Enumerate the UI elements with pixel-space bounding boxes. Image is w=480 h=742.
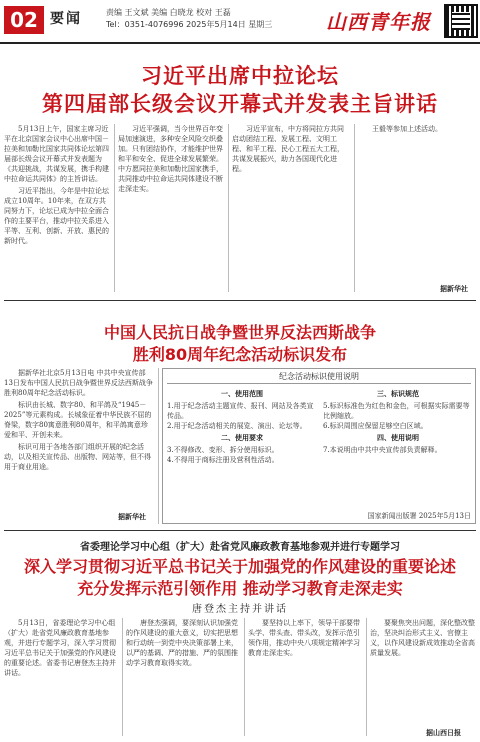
staff-line-1: 责编 王文斌 美编 白晓龙 校对 王磊 [106, 8, 231, 17]
story3-para: 要坚持以上率下，领导干部要带头学、带头查、带头改，发挥示范引领作用，推动中央八项规定精神学习教育走深走实。 [248, 619, 360, 657]
story1-para: 王毅等参加上述活动。 [372, 125, 442, 133]
story1-title-line1: 习近平出席中拉论坛 [141, 64, 339, 88]
story3-para: 唐登杰强调，要深刻认识加强党的作风建设的重大意义，切实把思想和行动统一到党中央决策部署上来，以严的基调、严的措施、严的氛围推动学习教育取得实效。 [126, 619, 238, 667]
box-col-right [323, 387, 473, 509]
story1-para: 习近平宣布，中方将同拉方共同启动团结工程、发展工程、文明工程、和平工程、民心工程五大工程，共谋发展振兴，助力各国现代化进程。 [232, 125, 344, 173]
story2-title-line2: 胜利80周年纪念活动标识发布 [132, 345, 348, 364]
box-item: 7.本说明由中共中央宣传部负责解释。 [323, 446, 442, 454]
story2-title-line1: 中国人民抗日战争暨世界反法西斯战争 [103, 323, 376, 342]
box-item: 1.用于纪念活动主题宣传、报刊、网站及各类宣传品。 [167, 402, 314, 420]
staff-info [106, 7, 272, 31]
qr-code-icon [444, 4, 478, 38]
story1-col-2 [118, 124, 224, 292]
story2-para: 标识由长城、数字80、和平鸽及“1945－2025”等元素构成。长城象征着中华民族不屈的脊梁，数字80寓意胜利80周年，和平鸽寓意珍爱和平、开创未来。 [4, 401, 152, 439]
box-item: 6.标识周围应保留足够空白区域。 [323, 422, 428, 430]
story2-para: 标识可用于各地各部门组织开展的纪念活动，以及相关宣传品、出版物、网站等，但不得用于商业用途。 [4, 443, 151, 471]
staff-line-2: Tel：0351-4076996 2025年5月14日 星期三 [106, 20, 273, 29]
story3-para: 要聚焦突出问题，深化整改整治，坚决纠治形式主义、官僚主义，以作风建设新成效推动全省高质量发展。 [370, 619, 475, 657]
story3-col-1 [4, 618, 118, 736]
story1-para: 习近平指出，今年是中拉论坛成立10周年。10年来，在双方共同努力下，论坛已成为中拉全面合作的主要平台，推动中拉关系进入平等、互利、创新、开放、惠民的新时代。 [4, 187, 109, 245]
story2-credit: 据新华社 [118, 513, 146, 521]
story3-col-2 [126, 618, 240, 736]
masthead-logo: 山西青年报 [326, 10, 431, 34]
story3-col-4 [370, 618, 476, 726]
page-header [0, 0, 480, 44]
story1-col-3 [232, 124, 350, 292]
box-credit: 国家新闻出版署 2025年5月13日 [367, 512, 471, 520]
story3-credit: 据山西日报 [426, 729, 461, 737]
box-item: 4.不得用于商标注册及营利性活动。 [167, 456, 279, 464]
story2-para: 据新华社北京5月13日电 中共中央宣传部13日发布中国人民抗日战争暨世界反法西斯战争胜利80周年纪念活动标识。 [4, 369, 153, 397]
story3-col-3 [248, 618, 362, 736]
box-subhead: 二、使用要求 [221, 434, 263, 442]
story1-lead: 5月13日上午，国家主席习近平在北京国家会议中心出席中国－拉美和加勒比国家共同体论坛第四届部长级会议开幕式并发表题为《共迎挑战，共谋发展，携手构建中拉命运共同体》的主旨讲话。 [4, 125, 109, 183]
logo-usage-box [162, 368, 476, 524]
story1-col-1 [4, 124, 110, 292]
box-item: 5.标识标准色为红色和金色，可根据实际需要等比例缩放。 [323, 402, 470, 420]
box-subhead: 三、标识规范 [377, 390, 419, 398]
story3-title-line1: 深入学习贯彻习近平总书记关于加强党的作风建设的重要论述 [23, 557, 456, 576]
story3-kicker: 省委理论学习中心组（扩大）赴省党风廉政教育基地参观并进行专题学习 [80, 542, 400, 553]
story1-col-4 [358, 124, 476, 284]
box-title: 纪念活动标识使用说明 [279, 372, 359, 381]
story2-body [4, 368, 154, 510]
section-label: 要闻 [50, 11, 82, 27]
box-col-left [167, 387, 317, 521]
box-item: 2.用于纪念活动相关的展览、演出、论坛等。 [167, 422, 307, 430]
story3-para: 5月13日，省委理论学习中心组（扩大）赴省党风廉政教育基地参观，并进行专题学习，深入学习贯彻习近平总书记关于加强党的作风建设的重要论述。省委书记唐登杰主持并讲话。 [4, 619, 116, 677]
story1-para: 习近平强调，当今世界百年变局加速演进，多种安全风险交织叠加。只有团结协作，才能维护世界和平和安全、促进全球发展繁荣。中方愿同拉美和加勒比国家携手，共同推动中拉命运共同体建设不断走深走实。 [118, 125, 223, 193]
story3-byline: 唐登杰主持并讲话 [192, 604, 288, 615]
page-number: 02 [4, 6, 44, 34]
box-item: 3.不得修改、变形、拆分使用标识。 [167, 446, 279, 454]
story3-title-line2: 充分发挥示范引领作用 推动学习教育走深走实 [77, 579, 403, 598]
story1-title-line2: 第四届部长级会议开幕式并发表主旨讲话 [42, 92, 438, 116]
story1-credit: 据新华社 [440, 285, 468, 293]
box-subhead: 四、使用说明 [377, 434, 419, 442]
box-subhead: 一、使用范围 [221, 390, 263, 398]
